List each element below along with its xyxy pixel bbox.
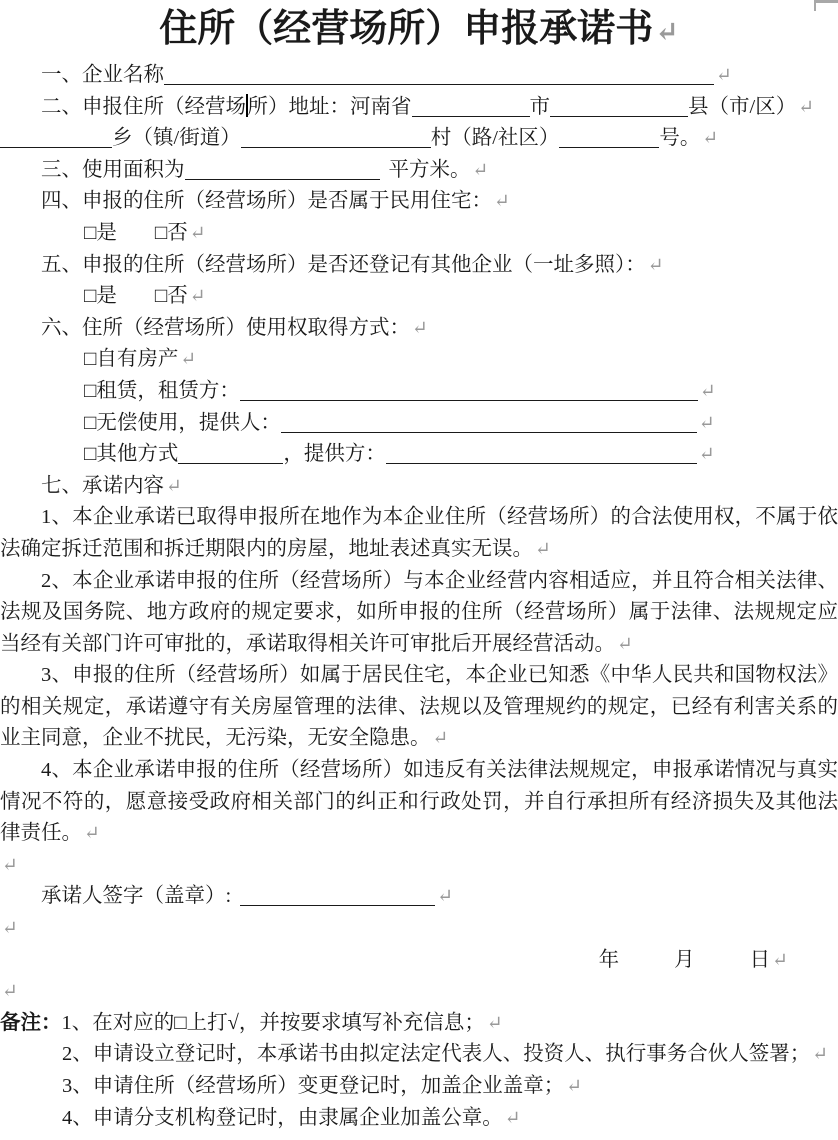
label-number: 号。 [659, 127, 701, 150]
blank-company-name[interactable] [164, 64, 714, 85]
commitment-text-2: 2、本企业承诺申报的住所（经营场所）与本企业经营内容相适应，并且符合相关法律、法规及国务院、地方政府的规定要求，如所申报的住所（经营场所）属于法律、法规规定应当经有关部门许可审批的，承诺取得相关许可审批后开展经营活动。 [0, 569, 838, 655]
paragraph-mark: ↵ [2, 854, 18, 876]
label-county: 县（市/区） [688, 95, 797, 118]
commitment-paragraph-2 [0, 566, 838, 661]
area-unit-label: 平方米。 [388, 158, 471, 181]
question-usage-rights [0, 313, 838, 345]
label-township: 乡（镇/街道） [112, 127, 241, 150]
paragraph-mark: ↵ [617, 633, 633, 655]
paragraph-mark: ↵ [472, 159, 489, 181]
paragraph-mark: ↵ [504, 1107, 521, 1129]
note-item-2: 2、申请设立登记时，本承诺书由拟定法定代表人、投资人、执行事务合伙人签署； [62, 1043, 811, 1066]
label-village: 村（路/社区） [430, 127, 560, 150]
checkbox-residential-yes[interactable]: □是 [84, 221, 117, 244]
checkbox-residential-no[interactable]: □否 [154, 221, 188, 244]
notes-line-3 [0, 1071, 838, 1103]
field-area [0, 155, 838, 187]
commitment-text-1: 1、本企业承诺已取得申报所在地作为本企业住所（经营场所）的合法使用权，不属于依法确定拆迁范围和拆迁期限内的房屋，地址表述真实无误。 [0, 506, 838, 560]
notes-line-2 [0, 1039, 838, 1071]
paragraph-mark: ↵ [486, 1012, 503, 1034]
field-address-line1 [0, 92, 838, 124]
commitment-paragraph-1 [0, 502, 838, 565]
blank-city-name[interactable] [412, 96, 530, 117]
question-multi-license [0, 250, 838, 282]
option-own-property [0, 344, 838, 376]
blank-other-method[interactable] [178, 443, 283, 464]
commitment-text-4: 4、本企业承诺申报的住所（经营场所）如违反有关法律法规规定，申报承诺情况与真实情况不符的，愿意接受政府相关部门的纠正和行政处罚，并自行承担所有经济损失及其他法律责任。 [0, 759, 838, 845]
paragraph-mark: ↵ [189, 286, 206, 308]
empty-paragraph [0, 976, 838, 1008]
paragraph-mark: ↵ [412, 317, 428, 339]
paragraph-mark: ↵ [2, 918, 18, 940]
blank-other-provider[interactable] [386, 443, 697, 464]
blank-free-provider[interactable] [281, 412, 697, 433]
checkbox-other-method[interactable]: □其他方式 [84, 443, 179, 466]
question-residential [0, 186, 838, 218]
blank-signature[interactable] [240, 885, 435, 906]
paragraph-mark: ↵ [772, 949, 788, 971]
field-address-line2 [0, 123, 838, 155]
note-item-1: 1、在对应的□上打√，并按要求填写补充信息； [61, 1011, 485, 1034]
paragraph-mark: ↵ [702, 128, 719, 150]
residential-options [0, 218, 838, 250]
checkbox-own-property[interactable]: □自有房产 [84, 348, 179, 371]
date-line [0, 945, 838, 977]
note-item-4: 4、申请分支机构登记时，由隶属企业加盖公章。 [62, 1106, 503, 1129]
window-corner-artifact [814, 0, 838, 11]
label-year: 年 [598, 948, 620, 971]
field-company-name [0, 60, 838, 92]
option-free-use [0, 408, 838, 440]
paragraph-mark: ↵ [494, 191, 510, 213]
checkbox-free-use[interactable]: □无偿使用，提供人： [84, 411, 281, 434]
checkbox-rent[interactable]: □租赁，租赁方： [84, 379, 240, 402]
note-item-3: 3、申请住所（经营场所）变更登记时，加盖企业盖章； [62, 1075, 565, 1097]
paragraph-mark: ↵ [432, 728, 449, 750]
paragraph-mark: ↵ [535, 538, 551, 560]
notes-line-1 [0, 1008, 838, 1040]
option-other [0, 439, 838, 471]
question-multi-license-text: 五、申报的住所（经营场所）是否还登记有其他企业（一址多照）： [41, 253, 646, 276]
area-label: 三、使用面积为 [41, 158, 185, 181]
label-city: 市 [529, 95, 550, 118]
paragraph-mark: ↵ [655, 17, 679, 48]
page-title-text: 住所（经营场所）申报承诺书 [159, 8, 654, 50]
commitment-text-3: 3、申报的住所（经营场所）如属于居民住宅，本企业已知悉《中华人民共和国物权法》的相关规定，承诺遵守有关房屋管理的法律、法规以及管理规约的规定，已经有利害关系的业主同意，企业不扰民，无污染，无安全隐患。 [0, 664, 838, 750]
commitment-paragraph-4 [0, 755, 838, 850]
commitment-paragraph-3 [0, 660, 838, 755]
paragraph-mark: ↵ [812, 1044, 829, 1066]
paragraph-mark: ↵ [84, 823, 100, 845]
paragraph-mark: ↵ [716, 65, 732, 86]
paragraph-mark: ↵ [437, 886, 454, 908]
checkbox-multi-license-no[interactable]: □否 [154, 285, 188, 308]
paragraph-mark: ↵ [698, 444, 715, 466]
signature-label: 承诺人签字（盖章）: [41, 885, 232, 908]
paragraph-mark: ↵ [798, 96, 815, 118]
blank-village-name[interactable] [241, 127, 431, 148]
paragraph-mark: ↵ [647, 254, 664, 276]
company-name-label: 一、企业名称 [41, 64, 164, 86]
signature-line [0, 881, 838, 913]
blank-street-number[interactable] [559, 127, 659, 148]
option-rent [0, 376, 838, 408]
checkbox-multi-license-yes[interactable]: □是 [84, 285, 117, 308]
label-month: 月 [674, 948, 695, 971]
question-usage-rights-text: 六、住所（经营场所）使用权取得方式： [41, 316, 410, 339]
multi-license-options [0, 281, 838, 313]
page-title [0, 2, 838, 60]
paragraph-mark: ↵ [180, 349, 197, 371]
paragraph-mark: ↵ [566, 1076, 583, 1097]
label-day: 日 [749, 948, 771, 971]
blank-township-name[interactable] [0, 127, 112, 148]
paragraph-mark: ↵ [698, 412, 715, 434]
question-residential-text: 四、申报的住所（经营场所）是否属于民用住宅： [41, 190, 492, 213]
blank-area-value[interactable] [185, 159, 380, 180]
commitments-heading-text: 七、承诺内容 [41, 474, 164, 497]
blank-rent-party[interactable] [240, 380, 698, 401]
address-label-after-cursor: 所）地址：河南省 [247, 95, 412, 118]
paragraph-mark: ↵ [166, 475, 182, 497]
paragraph-mark: ↵ [189, 222, 206, 244]
empty-paragraph [0, 850, 838, 882]
commitments-heading [0, 471, 838, 503]
paragraph-mark: ↵ [699, 380, 716, 402]
address-label-before-cursor: 二、申报住所（经营场 [41, 95, 246, 118]
label-other-provider: ，提供方： [283, 443, 386, 466]
notes-line-4 [0, 1103, 838, 1135]
blank-county-name[interactable] [550, 96, 688, 117]
empty-paragraph [0, 913, 838, 945]
notes-label: 备注： [0, 1011, 62, 1034]
paragraph-mark: ↵ [2, 981, 18, 1003]
